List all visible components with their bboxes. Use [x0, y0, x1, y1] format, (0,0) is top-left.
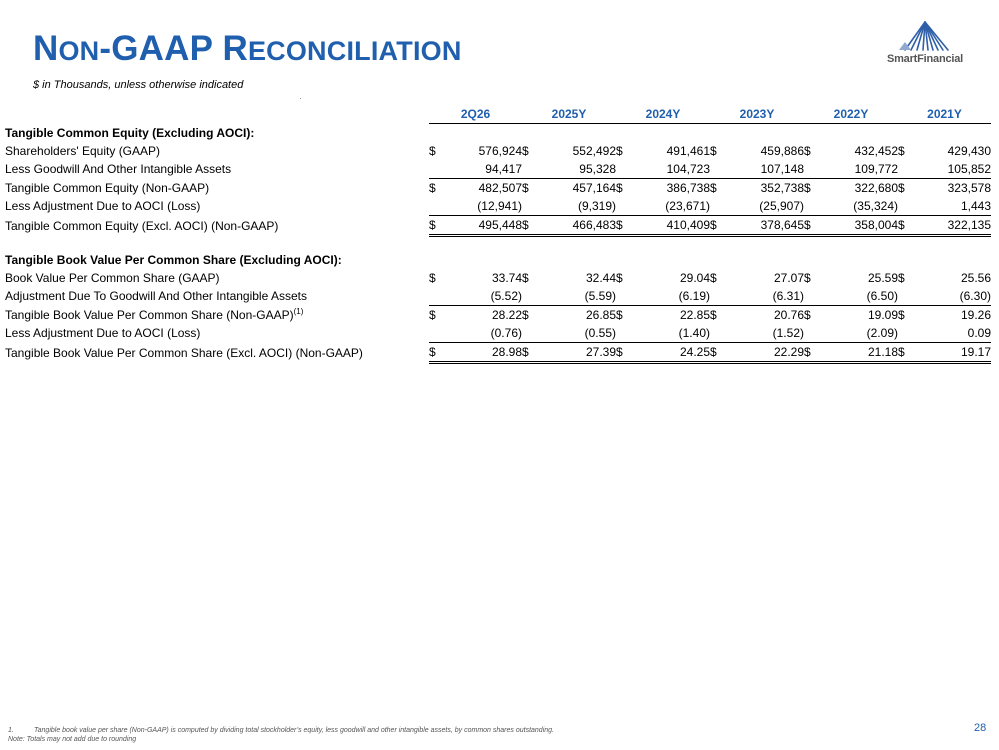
value-cell: 28.98: [446, 343, 522, 363]
row-label-text: Tangible Book Value Per Common Share (Excl. AOCI) (Non-GAAP): [5, 345, 363, 360]
footnote-marker: (1): [293, 306, 304, 316]
currency-symbol: $: [710, 216, 728, 236]
mountain-peaks-icon: [897, 20, 953, 52]
currency-symbol: [804, 287, 822, 306]
value-cell: 22.29: [728, 343, 804, 363]
value-cell: 104,723: [666, 162, 710, 176]
value-cell: 19.09: [822, 306, 898, 325]
currency-symbol: [522, 324, 540, 343]
currency-symbol: $: [710, 306, 728, 325]
currency-symbol: $: [898, 271, 905, 285]
currency-symbol: [804, 160, 822, 179]
currency-symbol: $: [429, 343, 446, 363]
value-cell: 27.39: [540, 343, 616, 363]
label-column-header: [5, 105, 429, 124]
currency-symbol: $: [804, 144, 811, 158]
currency-symbol: $: [710, 271, 717, 285]
value-cell: (25,907): [759, 199, 804, 213]
title-part-reconciliation: ECONCILIATION: [247, 36, 462, 66]
currency-symbol: [616, 287, 634, 306]
value-cell: 358,004: [822, 216, 898, 236]
section-header-row: [5, 124, 991, 143]
section-header-row: [5, 251, 991, 269]
table-row: [5, 197, 991, 216]
value-cell: 576,924: [478, 144, 522, 158]
value-cell: (2.09): [866, 326, 898, 340]
currency-symbol: $: [804, 179, 822, 198]
value-cell: 491,461: [666, 144, 710, 158]
row-label-text: Less Goodwill And Other Intangible Assets: [5, 162, 232, 177]
currency-symbol: $: [804, 343, 822, 363]
table-row: [5, 160, 991, 179]
value-cell: (6.31): [772, 289, 804, 303]
value-cell: (6.19): [678, 289, 710, 303]
column-header: 2021Y: [898, 105, 991, 124]
title-part-on: ON: [58, 36, 100, 66]
currency-symbol: [429, 160, 446, 179]
value-cell: 459,886: [760, 144, 804, 158]
value-cell: 466,483: [540, 216, 616, 236]
currency-symbol: [429, 287, 446, 306]
currency-symbol: $: [522, 144, 529, 158]
row-label: [5, 142, 429, 160]
currency-symbol: $: [616, 216, 634, 236]
value-cell: 552,492: [572, 144, 616, 158]
table-row: [5, 216, 991, 236]
value-cell: 482,507: [446, 179, 522, 198]
value-cell: (9,319): [577, 199, 616, 213]
currency-symbol: [522, 287, 540, 306]
currency-symbol: $: [710, 343, 728, 363]
currency-symbol: [710, 160, 728, 179]
currency-symbol: [522, 160, 540, 179]
currency-symbol: $: [804, 216, 822, 236]
currency-symbol: $: [429, 179, 446, 198]
table-row: [5, 324, 991, 343]
value-cell: (5.59): [584, 289, 616, 303]
currency-symbol: $: [522, 306, 540, 325]
currency-symbol: [710, 197, 728, 216]
currency-symbol: $: [429, 144, 436, 158]
row-label: [5, 179, 429, 198]
value-cell: (5.52): [490, 289, 522, 303]
row-label: [5, 287, 429, 306]
currency-symbol: $: [898, 343, 916, 363]
value-cell: (6.50): [866, 289, 898, 303]
value-cell: (35,324): [853, 199, 898, 213]
value-cell: 20.76: [728, 306, 804, 325]
value-cell: (23,671): [665, 199, 710, 213]
table-row: [5, 287, 991, 306]
footnote-text: Tangible book value per share (Non-GAAP) is computed by dividing total stockholder’s equity, less goodwill and other intangible assets, by common shares outstanding.: [34, 727, 554, 734]
currency-symbol: $: [804, 271, 811, 285]
value-cell: (1.40): [678, 326, 710, 340]
currency-symbol: [898, 287, 916, 306]
footnote-number: 1.: [8, 727, 14, 734]
table-row: [5, 306, 991, 325]
title-initial-r: R: [222, 29, 248, 68]
row-label-text: Less Adjustment Due to AOCI (Loss): [5, 199, 201, 214]
row-label: [5, 197, 429, 216]
currency-symbol: [522, 197, 540, 216]
row-label-text: Book Value Per Common Share (GAAP): [5, 271, 220, 285]
row-label-text: Less Adjustment Due to AOCI (Loss): [5, 326, 201, 341]
value-cell: 19.26: [916, 306, 991, 325]
currency-symbol: $: [898, 306, 916, 325]
value-cell: 105,852: [947, 162, 991, 176]
currency-symbol: $: [898, 216, 916, 236]
currency-symbol: $: [616, 179, 634, 198]
stray-dot: [300, 98, 301, 99]
currency-symbol: $: [616, 306, 634, 325]
value-cell: 25.56: [960, 271, 991, 285]
value-cell: 378,645: [728, 216, 804, 236]
title-part-gaap: -GAAP: [99, 29, 223, 68]
currency-symbol: $: [616, 144, 623, 158]
currency-symbol: [429, 324, 446, 343]
row-label-text: Shareholders' Equity (GAAP): [5, 144, 161, 158]
footnotes: [8, 726, 554, 744]
value-cell: 386,738: [634, 179, 710, 198]
currency-symbol: $: [710, 144, 717, 158]
value-cell: 24.25: [634, 343, 710, 363]
page-title: [33, 28, 462, 72]
value-cell: (12,941): [477, 199, 522, 213]
value-cell: 27.07: [773, 271, 804, 285]
currency-symbol: [804, 324, 822, 343]
currency-symbol: [616, 324, 634, 343]
rounding-note: Note: Totals may not add due to rounding: [8, 736, 137, 743]
currency-symbol: $: [616, 343, 634, 363]
column-header: 2024Y: [616, 105, 710, 124]
value-cell: (6.30): [959, 289, 991, 303]
value-cell: 1,443: [960, 199, 991, 213]
value-cell: 25.59: [867, 271, 898, 285]
currency-symbol: [429, 197, 446, 216]
row-label: [5, 269, 429, 287]
currency-symbol: $: [429, 306, 446, 325]
value-cell: 323,578: [916, 179, 991, 198]
currency-symbol: [616, 160, 634, 179]
row-label: [5, 216, 429, 236]
footnote-1: [8, 726, 554, 735]
value-cell: 432,452: [854, 144, 898, 158]
table-row: [5, 179, 991, 198]
currency-symbol: $: [616, 271, 623, 285]
value-cell: 21.18: [822, 343, 898, 363]
value-cell: 26.85: [540, 306, 616, 325]
value-cell: 22.85: [634, 306, 710, 325]
value-cell: 109,772: [854, 162, 898, 176]
currency-symbol: [710, 324, 728, 343]
column-header: 2025Y: [522, 105, 616, 124]
row-label-text: Adjustment Due To Goodwill And Other Intangible Assets: [5, 289, 307, 304]
value-cell: 19.17: [916, 343, 991, 363]
section-spacer: [5, 236, 991, 252]
value-cell: 0.09: [967, 326, 991, 340]
currency-symbol: [710, 287, 728, 306]
company-logo: [870, 20, 980, 70]
row-label: [5, 160, 429, 179]
value-cell: 32.44: [585, 271, 616, 285]
section-header: Tangible Common Equity (Excluding AOCI):: [5, 126, 255, 140]
value-cell: 495,448: [446, 216, 522, 236]
currency-symbol: [804, 197, 822, 216]
column-header: 2023Y: [710, 105, 804, 124]
row-label-text: Tangible Book Value Per Common Share (Non-GAAP): [5, 307, 294, 322]
page-number: 28: [974, 722, 987, 734]
title-initial-n: N: [33, 29, 59, 68]
value-cell: 410,409: [634, 216, 710, 236]
value-cell: 107,148: [760, 162, 804, 176]
value-cell: 29.04: [679, 271, 710, 285]
currency-symbol: $: [429, 271, 436, 285]
table-row: [5, 343, 991, 363]
currency-symbol: $: [522, 216, 540, 236]
row-label: [5, 306, 429, 325]
reconciliation-table: [5, 105, 991, 364]
column-header: 2Q26: [429, 105, 522, 124]
currency-symbol: [898, 324, 916, 343]
value-cell: 352,738: [728, 179, 804, 198]
value-cell: 94,417: [485, 162, 522, 176]
table-row: [5, 269, 991, 287]
currency-symbol: $: [898, 179, 916, 198]
value-cell: 429,430: [947, 144, 991, 158]
row-label-text: Tangible Common Equity (Excl. AOCI) (Non-GAAP): [5, 218, 279, 233]
currency-symbol: [898, 197, 916, 216]
currency-symbol: [898, 160, 916, 179]
row-label: [5, 343, 429, 363]
currency-symbol: $: [710, 179, 728, 198]
currency-symbol: $: [522, 343, 540, 363]
row-label: [5, 324, 429, 343]
row-label-text: Tangible Common Equity (Non-GAAP): [5, 180, 210, 195]
value-cell: (0.55): [584, 326, 616, 340]
units-subtitle: $ in Thousands, unless otherwise indicated: [33, 79, 244, 91]
currency-symbol: $: [804, 306, 822, 325]
section-header: Tangible Book Value Per Common Share (Excluding AOCI):: [5, 253, 342, 267]
table-body: [5, 124, 991, 363]
value-cell: 33.74: [491, 271, 522, 285]
currency-symbol: $: [898, 144, 905, 158]
currency-symbol: $: [522, 179, 540, 198]
currency-symbol: $: [429, 216, 446, 236]
value-cell: 322,680: [822, 179, 898, 198]
column-header: 2022Y: [804, 105, 898, 124]
value-cell: 457,164: [540, 179, 616, 198]
column-header-row: [5, 105, 991, 124]
logo-wordmark: SmartFinancial: [886, 53, 964, 65]
currency-symbol: $: [522, 271, 529, 285]
table-row: [5, 142, 991, 160]
value-cell: 95,328: [579, 162, 616, 176]
value-cell: (0.76): [490, 326, 522, 340]
currency-symbol: [616, 197, 634, 216]
value-cell: (1.52): [772, 326, 804, 340]
value-cell: 28.22: [446, 306, 522, 325]
spacer-cell: [5, 236, 991, 252]
value-cell: 322,135: [916, 216, 991, 236]
